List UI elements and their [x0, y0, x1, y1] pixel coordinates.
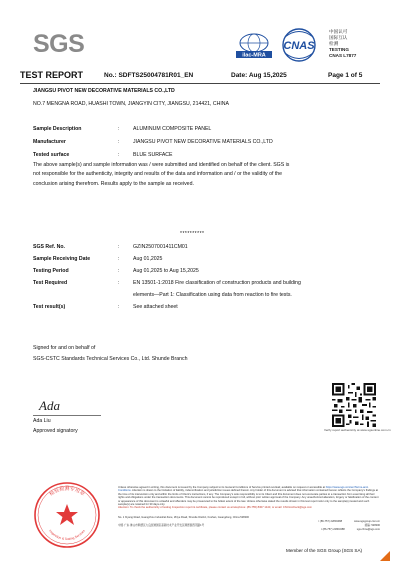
ilac-mra-logo — [235, 32, 273, 58]
accreditation-block — [329, 29, 356, 59]
terms-text-2: . Attention is drawn to the limitation of liability, indemnification and jurisdiction issues defined therein. Any holder of this document is advised that information contained hereon reflects the Company's findings at the time of its intervention only and within the limits of Client's instructions, if any. The Company's sole responsibility is to its Client and this document does not exonerate parties to a transaction from exercising all their rights and obligations under the transaction documents. This document cannot be reproduced except in full, without prior written approval of the Company. Any unauthorized alteration, forgery or falsification of the content or appearance of this document is unlawful and offenders may be prosecuted to the fullest extent of the law. Unless otherwise stated the results shown in this test report refer only to the sample(s) tested and such sample(s) are retained for 30 days only. — [118, 489, 379, 507]
report-date-label: Date: — [231, 72, 248, 79]
signed-for-label: Signed for and on behalf of — [33, 345, 96, 351]
disclaimer-line-1: The above sample(s) and sample information was / were submitted and identified on behalf of the client. SGS is — [33, 162, 290, 168]
verification-qr-code[interactable] — [332, 383, 376, 427]
report-number-label: No.: — [104, 72, 117, 79]
cert-cn-line-1: 中国认可 — [329, 29, 348, 34]
manufacturer-label: Manufacturer — [33, 139, 66, 145]
terms-fine-print — [118, 486, 380, 510]
report-number — [104, 72, 193, 79]
manufacturer-value: JIANGSU PIVOT NEW DECORATIVE MATERIALS CO.,LTD — [133, 139, 273, 145]
test-required-label: Test Required — [33, 280, 68, 286]
colon: : — [118, 304, 120, 310]
disclaimer-line-2: not responsible for the authenticity, integrity and results of the data and information and / or the validity of the — [33, 171, 283, 178]
applicant-name: JIANGSU PIVOT NEW DECORATIVE MATERIALS CO.,LTD — [33, 88, 175, 94]
seal-text-top: 检验检测专用章 — [48, 486, 86, 498]
address-cn: 中国·广东·佛山市顺德区大良街道国家高新技术产业开发区顺德园西苑路1号 — [118, 524, 205, 527]
terms-text-1: Unless otherwise agreed in writing, this document is issued by the Company subject to its General Conditions of Service printed overleaf, available on request or accessible at — [118, 486, 326, 489]
tested-surface-label: Tested surface — [33, 152, 70, 158]
header-divider — [20, 83, 380, 84]
signature-line — [33, 415, 101, 416]
ilac-text: ilac-MRA — [242, 52, 266, 58]
signatory-name: Ada Liu — [33, 418, 51, 424]
colon: : — [118, 280, 120, 286]
tested-surface-value: BLUE SURFACE — [133, 152, 173, 158]
testing-period-value: Aug 01,2025 to Aug 15,2025 — [133, 268, 199, 274]
test-required-line-2: elements—Part 1: Classification using data from reaction to fire tests. — [133, 292, 292, 298]
disclaimer-line-3: conclusion arising therefrom. Results apply to the sample as received. — [33, 180, 194, 187]
testing-period-label: Testing Period — [33, 268, 69, 274]
receiving-date-label: Sample Receiving Date — [33, 256, 91, 262]
report-title: TEST REPORT — [20, 70, 84, 80]
official-seal — [32, 480, 102, 550]
sample-description-value: ALUMINUM COMPOSITE PANEL — [133, 126, 212, 132]
colon: : — [118, 152, 120, 158]
address-cn-post: 邮编: 528300 — [364, 524, 380, 527]
address-en-tel: t (86-757) 22803488 — [318, 520, 343, 523]
sgs-group-member: Member of the SGS Group (SGS SA) — [286, 548, 363, 553]
sgs-logo: SGS — [33, 30, 85, 58]
signatory-role: Approved signatory — [33, 428, 78, 434]
sgs-ref-value: GZIN2507001411CM01 — [133, 244, 188, 250]
qr-caption: Verify report authenticity at www.sgsonline.com.cn — [324, 428, 391, 432]
report-number-value: SDFTS25004781R01_EN — [118, 72, 194, 79]
sample-disclaimer — [33, 161, 363, 189]
colon: : — [118, 126, 120, 132]
page-indicator: Page 1 of 5 — [328, 72, 363, 79]
cert-cn-line-3: 检测 — [329, 41, 339, 46]
handwritten-signature — [37, 396, 69, 414]
colon: : — [118, 268, 120, 274]
test-results-value: See attached sheet — [133, 304, 178, 310]
corner-accent — [380, 551, 390, 561]
address-cn-mail: sgs.china@sgs.com — [356, 528, 380, 531]
terms-link[interactable]: https://www.sgs.com/en/Terms-and-Conditions — [118, 486, 369, 493]
sample-description-label: Sample Description — [33, 126, 82, 132]
colon: : — [118, 244, 120, 250]
address-en: No. 1 Xiyang Road, Guangzhou Industrial Zone, Zhiye Road, Shunde District, Foshan, Guangdong, China 528300 — [118, 516, 249, 519]
cert-cn-line-2: 国际互认 — [329, 35, 348, 40]
cnas-number: CNAS L7877 — [329, 53, 357, 58]
testing-label: TESTING — [329, 47, 349, 52]
test-results-label: Test result(s) — [33, 304, 66, 310]
applicant-address: NO.7 MENGNA ROAD, HUASHI TOWN, JIANGYIN CITY, JIANGSU, 214421, CHINA — [33, 101, 230, 107]
cnas-logo — [276, 28, 322, 62]
cnas-text: CNAS — [283, 40, 315, 52]
address-cn-tel: t (86-757) 22803488 — [321, 528, 345, 531]
report-date-value: Aug 15,2025 — [248, 72, 287, 79]
address-en-web: www.sgsgroup.com.cn — [354, 520, 380, 523]
signing-company: SGS-CSTC Standards Technical Services Co., Ltd. Shunde Branch — [33, 356, 188, 362]
receiving-date-value: Aug 01,2025 — [133, 256, 163, 262]
authenticity-notice: Attention: To check the authenticity of testing /inspection report & certificate, please contact us at telephone: (86-755) 8307 1443, or email: CN.Doccheck@sgs.com — [118, 506, 313, 510]
colon: : — [118, 256, 120, 262]
section-separator-stars: ********** — [180, 231, 205, 237]
signature-script: Ada — [39, 398, 60, 413]
sgs-ref-label: SGS Ref. No. — [33, 244, 65, 250]
address-block — [118, 516, 380, 532]
seal-text-bottom: Inspection & Testing Services — [48, 528, 86, 542]
colon: : — [118, 139, 120, 145]
report-date — [231, 72, 287, 79]
test-required-line-1: EN 13501-1:2018 Fire classification of construction products and building — [133, 280, 301, 286]
